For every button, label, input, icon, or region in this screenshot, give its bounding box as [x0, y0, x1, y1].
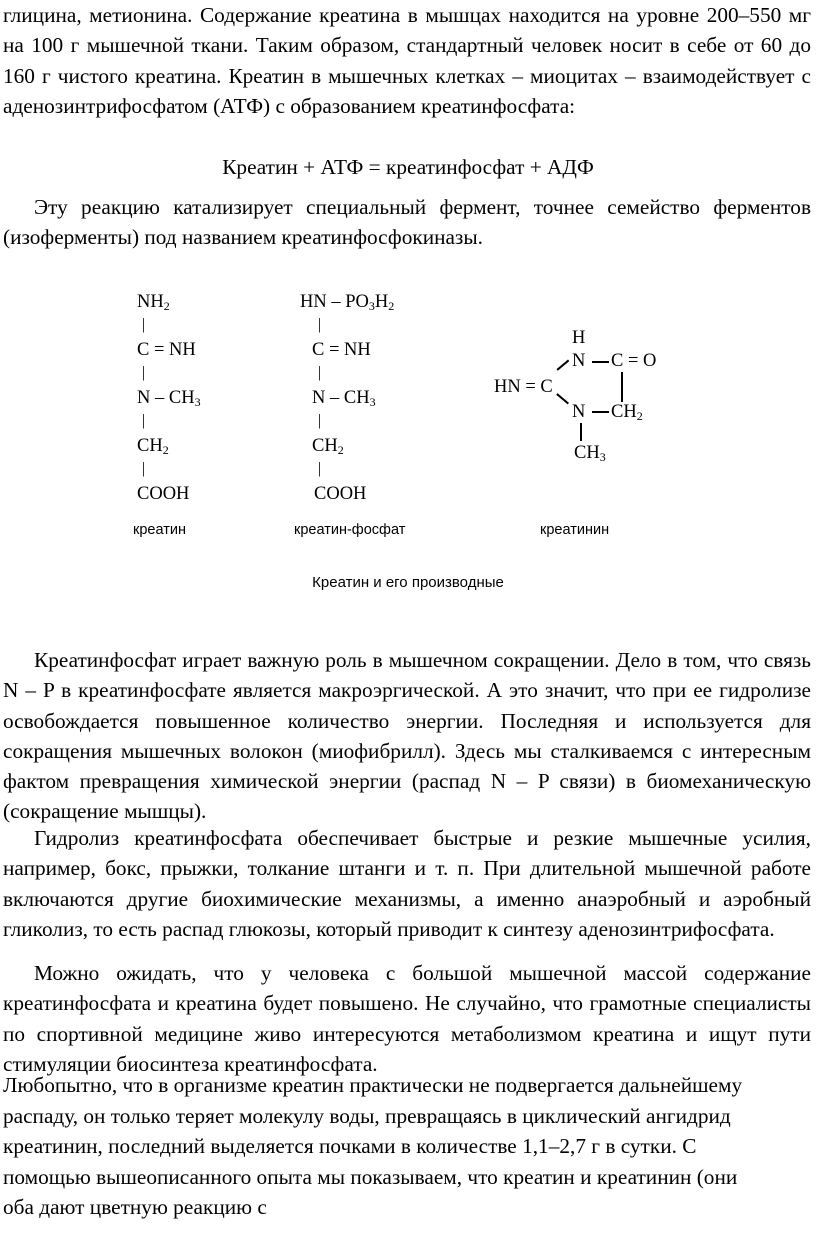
phosphate-bond-4: | [318, 460, 322, 477]
label-creatinine: креатинин [540, 522, 610, 538]
paragraph-phosphate-role: Креатинфосфат играет важную роль в мышечном сокращении. Дело в том, что связь N – P в креатинфосфате является макроэргической. А это значит, что при ее гидролизе освобождается повышенное количество энергии. Последняя и используется для сокращения мышечных волокон (миофибрилл). Здесь мы сталкиваемся с интересным фактом превращения химической энергии (распад N – P связи) в биомеханическую (сокращение мышцы). [3, 648, 811, 824]
phosphate-bond-1: | [318, 316, 322, 333]
creatinine-n-top: N [572, 351, 586, 371]
label-creatine-phosphate: креатин-фосфат [294, 522, 406, 538]
creatine-ch2: $CH_2$ [137, 436, 169, 457]
phosphate-n-ch3: N – $CH_3$ [312, 388, 376, 409]
creatinine-bond-c-ch2 [621, 372, 623, 402]
creatinine-bond-n-ch2 [592, 411, 609, 413]
creatinine-bond-c-nbottom [557, 393, 569, 404]
paragraph-expectation: Можно ожидать, что у человека с большой мышечной массой содержание креатинфосфата и креатина будет повышено. Не случайно, что грамотные специалисты по спортивной медицине живо интересуются метаболизмом креатина и ищут пути стимуляции биосинтеза креатинфосфата. [3, 961, 811, 1076]
creatine-nh2: $NH_2$ [137, 292, 170, 313]
figure-caption: Креатин и его производные [312, 574, 504, 591]
creatinine-c-o: C = O [611, 351, 657, 371]
creatinine-bond-c-ntop [557, 360, 569, 371]
paragraph-creatine-content: глицина, метионина. Содержание креатина в мышцах находится на уровне 200–550 мг на 100 г мышечной ткани. Таким образом, стандартный человек носит в себе от 60 до 160 г чистого креатина. Креатин в мышечных клетках – миоцитах – взаимодействует с аденозинтрифосфатом (АТФ) с образованием креатинфосфата: [3, 3, 811, 118]
phosphate-cooh: COOH [314, 484, 367, 504]
creatine-c-nh: C = NH [137, 340, 196, 360]
reaction-equation: Креатин + АТФ = креатинфосфат + АДФ [222, 155, 594, 179]
paragraph-enzyme: Эту реакцию катализирует специальный фермент, точнее семейство ферментов (изоферменты) под названием креатинфосфокиназы. [3, 195, 811, 250]
creatine-cooh: COOH [137, 484, 190, 504]
creatine-n-ch3: N – $CH_3$ [137, 388, 201, 409]
phosphate-bond-2: | [318, 364, 322, 381]
creatinine-bond-n-c [592, 361, 609, 363]
phosphate-ch2: $CH_2$ [312, 436, 344, 457]
label-creatine: креатин [133, 522, 186, 538]
creatinine-h: H [572, 328, 586, 348]
creatine-bond-2: | [142, 364, 146, 381]
phosphate-hn-po3h2: HN – $PO_3H_2$ [300, 292, 395, 313]
creatinine-bond-n-ch3 [580, 423, 582, 441]
paragraph-creatinine: Любопытно, что в организме креатин практически не подвергается дальнейшему распаду, он только теряет молекулу воды, превращаясь в циклический ангидрид креатинин, последний выделяется почками в количестве 1,1–2,7 г в сутки. С помощью вышеописанного опыта мы показываем, что креатин и креатинин (они оба дают цветную реакцию с [3, 1073, 743, 1220]
phosphate-bond-3: | [318, 412, 322, 429]
creatinine-hn-c: HN = C [494, 377, 553, 397]
creatine-bond-3: | [142, 412, 146, 429]
paragraph-hydrolysis: Гидролиз креатинфосфата обеспечивает быстрые и резкие мышечные усилия, например, бокс, прыжки, толкание штанги и т. п. При длительной мышечной работе включаются другие биохимические механизмы, а именно анаэробный и аэробный гликолиз, то есть распад глюкозы, который приводит к синтезу аденозинтрифосфата. [3, 826, 811, 941]
creatine-bond-4: | [142, 460, 146, 477]
creatinine-ch2: $CH_2$ [611, 402, 643, 423]
creatinine-n-bottom: N [572, 402, 586, 422]
creatinine-ch3: $CH_3$ [574, 443, 606, 464]
phosphate-c-nh: C = NH [312, 340, 371, 360]
creatine-bond-1: | [142, 316, 146, 333]
